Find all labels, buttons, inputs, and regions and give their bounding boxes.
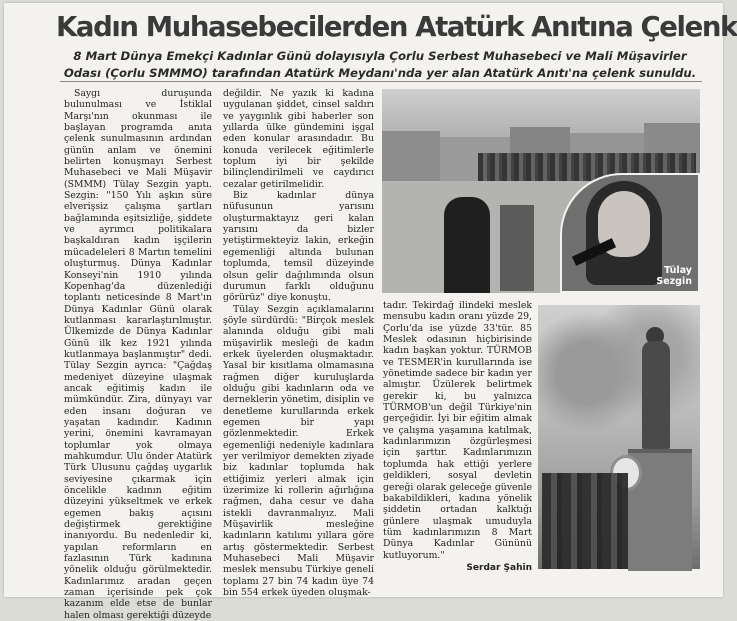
byline: Serdar Şahin [466, 562, 532, 573]
speaker-figure [444, 197, 490, 293]
building [382, 131, 440, 183]
headline: Kadın Muhasebecilerden Atatürk Anıtına Çelenk [56, 11, 737, 43]
speaker-portrait-inset [560, 173, 700, 293]
column-2 [223, 88, 374, 599]
caption-line: Tülay [664, 265, 692, 276]
paragraph: Saygı duruşunda bulunulması ve İstiklal Marşı'nın okunması ile başlayan programda anıta çelenk sunulmasının ardından günün anlam ve önemini belirten konuşmayı Serbest Muhasebeci ve Mali Müşavir (SMMM) Tülay Sezgin yaptı. Sezgin: "150 Yılı aşkın süre elverişsiz çalışma şartları bağlamında eşitsizliğe, şiddete ve ayrımcı politikalara başkaldıran kadın işçilerin mücadeleleri 8 Martın temelini oluşturmuş. Dünya Kadınlar Konseyi'nin 1910 yılında Kopenhag'da düzenlediği toplantı neticesinde 8 Mart'ın Dünya Kadınlar Günü olarak kutlanması kararlaştırılmıştır. Ülkemizde de Dünya Kadınlar Günü ilk kez 1921 yılında kutlanmaya başlanmıştır" dedi. Tülay Sezgin ayrıca: "Çağdaş medeniyet düzeyine ulaşmak ancak eğitimiş kadın ile mümkündür. Zira, dünyayı var eden insanı doğuran ve yaşatan kadındır. Kadının yerini, önemini kavramayan toplumlar yok olmaya mahkumdur. Ulu önder Atatürk Türk Ulusunu çağdaş uygarlık seviyesine çıkarmak için öncelikle kadının eğitim düzeyini yükseltmek ve erkek egemen bakış açısını değiştirmek gerektiğine inanıyordu. Bu nedenledir ki, yapılan reformların en fazlasının Türk kadınına yönelik olduğu görülmektedir. Kadınlarımız aradan geçen zaman içerisinde pek çok kazanım elde etse de bunlar halen olması gerektiği düzeyde [64, 88, 212, 621]
column-1 [64, 88, 212, 621]
column-3 [383, 300, 532, 593]
divider-rule [60, 81, 702, 82]
podium [500, 205, 534, 291]
paragraph: tadır. Tekirdağ ilindeki meslek mensubu kadın oranı yüzde 29, Çorlu'da ise yüzde 33'tür. 85 Meslek odasının hiçbirisinde kadın başkan yoktur. TÜRMOB ve TESMER'in kurullarında ise yönetimde sadece bir kadın yer almıştır. Üzülerek belirtmek gerekir ki, bu yalnızca TÜRMOB'un değil Türkiye'nin gerçeğidir. İyi bir eğitim almak ve çalışma yaşamına katılmak, kadınlarımızın özgürleşmesi için şarttır. Kadınlarımızın toplumda hak ettiği yerlere geldikleri, sosyal devletin gereği olarak geleceğe güvenle bakabildikleri, kadına yönelik şiddetin ortadan kalktığı günlere ulaşmak umuduyla tüm kadınlarımızın 8 Mart Dünya Kadınlar Gününü kutluyorum." [383, 300, 532, 561]
photo-caption [656, 265, 692, 287]
paragraph: değildir. Ne yazık ki kadına uygulanan şiddet, cinsel saldırı ve yaygınlık gibi haberler son yıllarda ülke gündemini işgal eden konular arasındadır. Bu konuda verilecek eğitimlerle toplum iyi bir şekilde bilinçlendirilmeli ve caydırıcı cezalar getirilmelidir. [223, 88, 374, 190]
newspaper-page [4, 3, 737, 621]
monument-photo [538, 305, 700, 569]
caption-line: Sezgin [656, 276, 692, 287]
paragraph: Biz kadınlar dünya nüfusunun yarısını oluşturmaktayız geri kalan yarısını da bizler yetiştirmekteyiz lakin, erkeğin egemenliği altında bulunan toplumda, temsil düzeyinde olsun gelir dağılımında olsun durumun farklı olduğunu görürüz" diye konuştu. [223, 190, 374, 304]
ceremony-photo [382, 89, 700, 293]
attendees [542, 473, 628, 569]
ataturk-statue [642, 341, 670, 449]
paragraph: Tülay Sezgin açıklamalarını şöyle sürdürdü: "Birçok meslek alanında olduğu gibi mali müşavirlik mesleği de kadın erkek üyelerden oluşmaktadır. Yasal bir kısıtlama olmamasına rağmen diğer kuruluşlarda olduğu gibi kadınların oda ve derneklerin yönetim, disiplin ve denetleme kurullarında erkek egemen bir yapı gözlenmektedir. Erkek egemenliği nedeniyle kadınlara yer verilmiyor demekten ziyade biz kadınlar toplumda hak ettiğimiz yerleri almak için üzerimize ki rollerin ağırlığına rağmen, daha cesur ve daha istekli davranmalıyız. Mali Müşavirlik mesleğine kadınların katılımı yıllara göre artış göstermektedir. Serbest Muhasebeci Mali Müşavir meslek mensubu Türkiye geneli toplamı 27 bin 74 kadın üye 74 bin 554 erkek üyeden oluşmak- [223, 303, 374, 599]
subheadline: 8 Mart Dünya Emekçi Kadınlar Günü dolayısıyla Çorlu Serbest Muhasebeci ve Mali Müşavirler Odası (Çorlu SMMMO) tarafından Atatürk Meydanı'nda yer alan Atatürk Anıtı'na çelenk sunuldu. [63, 49, 697, 80]
